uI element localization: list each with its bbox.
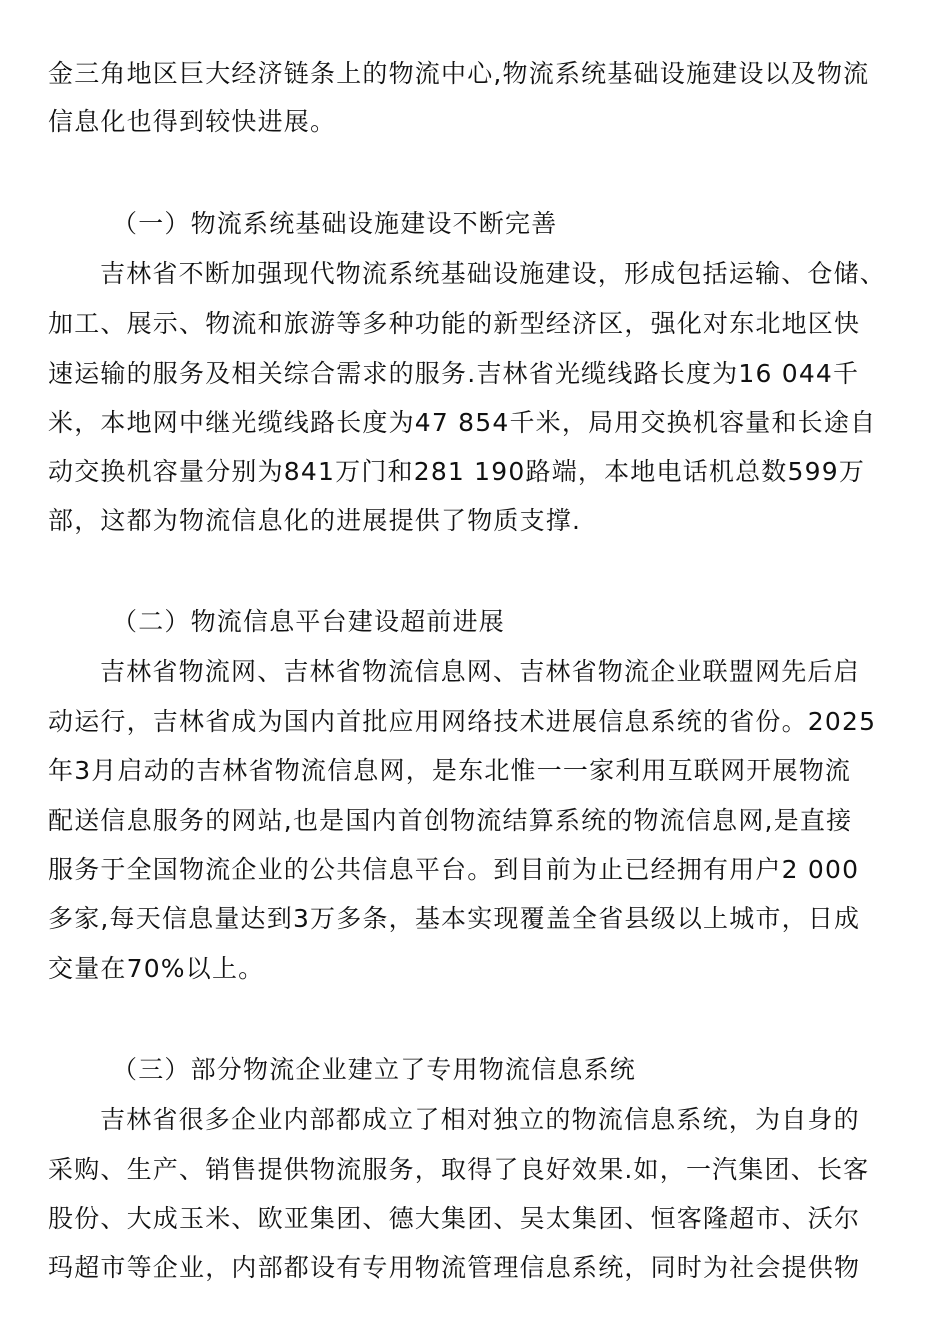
section-heading: （三）部分物流企业建立了专用物流信息系统 xyxy=(112,1055,637,1084)
paragraph-line: 加工、展示、物流和旅游等多种功能的新型经济区，强化对东北地区快 xyxy=(48,309,861,338)
paragraph-line: 服务于全国物流企业的公共信息平台。到目前为止已经拥有用户2 000 xyxy=(48,855,860,884)
section-heading: （一）物流系统基础设施建设不断完善 xyxy=(112,209,558,238)
paragraph-line: 动运行，吉林省成为国内首批应用网络技术进展信息系统的省份。2025 xyxy=(48,707,877,736)
paragraph-line: 股份、大成玉米、欧亚集团、德大集团、吴太集团、恒客隆超市、沃尔 xyxy=(48,1204,861,1233)
section-heading: （二）物流信息平台建设超前进展 xyxy=(112,607,506,636)
paragraph-line: 多家,每天信息量达到3万多条，基本实现覆盖全省县级以上城市，日成 xyxy=(48,904,861,933)
paragraph-line: 吉林省不断加强现代物流系统基础设施建设，形成包括运输、仓储、 xyxy=(100,259,887,288)
paragraph-line: 年3月启动的吉林省物流信息网，是东北惟一一家利用互联网开展物流 xyxy=(48,756,852,785)
paragraph-line: 吉林省物流网、吉林省物流信息网、吉林省物流企业联盟网先后启 xyxy=(100,657,860,686)
paragraph-line: 配送信息服务的网站,也是国内首创物流结算系统的物流信息网,是直接 xyxy=(48,806,853,835)
paragraph-line: 米，本地网中继光缆线路长度为47 854千米，局用交换机容量和长途自 xyxy=(48,408,877,437)
intro-line: 金三角地区巨大经济链条上的物流中心,物流系统基础设施建设以及物流 xyxy=(48,59,870,88)
paragraph-line: 采购、生产、销售提供物流服务，取得了良好效果.如，一汽集团、长客 xyxy=(48,1155,870,1184)
paragraph-line: 速运输的服务及相关综合需求的服务.吉林省光缆线路长度为16 044千 xyxy=(48,359,860,388)
intro-line: 信息化也得到较快进展。 xyxy=(48,107,337,136)
paragraph-line: 吉林省很多企业内部都成立了相对独立的物流信息系统，为自身的 xyxy=(100,1105,860,1134)
paragraph-line: 交量在70%以上。 xyxy=(48,954,265,983)
paragraph-line: 部，这都为物流信息化的进展提供了物质支撑. xyxy=(48,506,582,535)
paragraph-line: 动交换机容量分别为841万门和281 190路端，本地电话机总数599万 xyxy=(48,457,866,486)
paragraph-line: 玛超市等企业，内部都设有专用物流管理信息系统，同时为社会提供物 xyxy=(48,1253,861,1282)
